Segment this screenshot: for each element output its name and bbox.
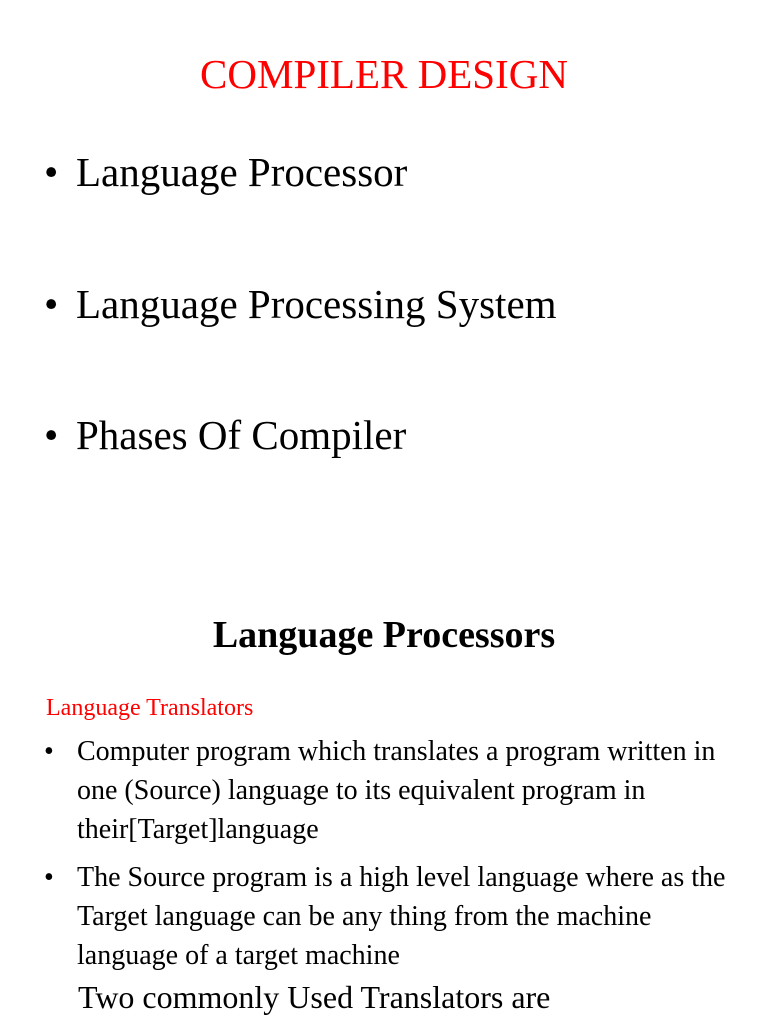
- bullet-icon: •: [44, 862, 54, 893]
- list-item: [44, 411, 406, 459]
- list-item: [44, 858, 744, 975]
- closing-line: Two commonly Used Translators are: [78, 979, 551, 1015]
- list-item-text: Computer program which translates a program written in one (Source) language to its equivalent program in their[Target]language: [77, 736, 716, 845]
- list-item: [44, 148, 407, 196]
- list-item-label: Phases Of Compiler: [76, 412, 407, 458]
- slide-language-processors: [0, 560, 768, 1024]
- bullet-icon: •: [44, 736, 54, 767]
- list-item: [44, 280, 557, 328]
- section-subheading: Language Translators: [46, 695, 254, 721]
- slide-title: Language Processors: [212, 614, 556, 656]
- list-item-label: Language Processing System: [76, 281, 557, 327]
- list-item: [44, 732, 744, 849]
- list-item-label: Language Processor: [76, 149, 408, 195]
- bullet-icon: •: [44, 149, 59, 195]
- list-item-text: The Source program is a high level language where as the Target language can be any thing from the machine language of a target machine: [77, 862, 726, 971]
- bullet-icon: •: [44, 412, 59, 458]
- slide-title: COMPILER DESIGN: [200, 51, 568, 97]
- bullet-icon: •: [44, 281, 59, 327]
